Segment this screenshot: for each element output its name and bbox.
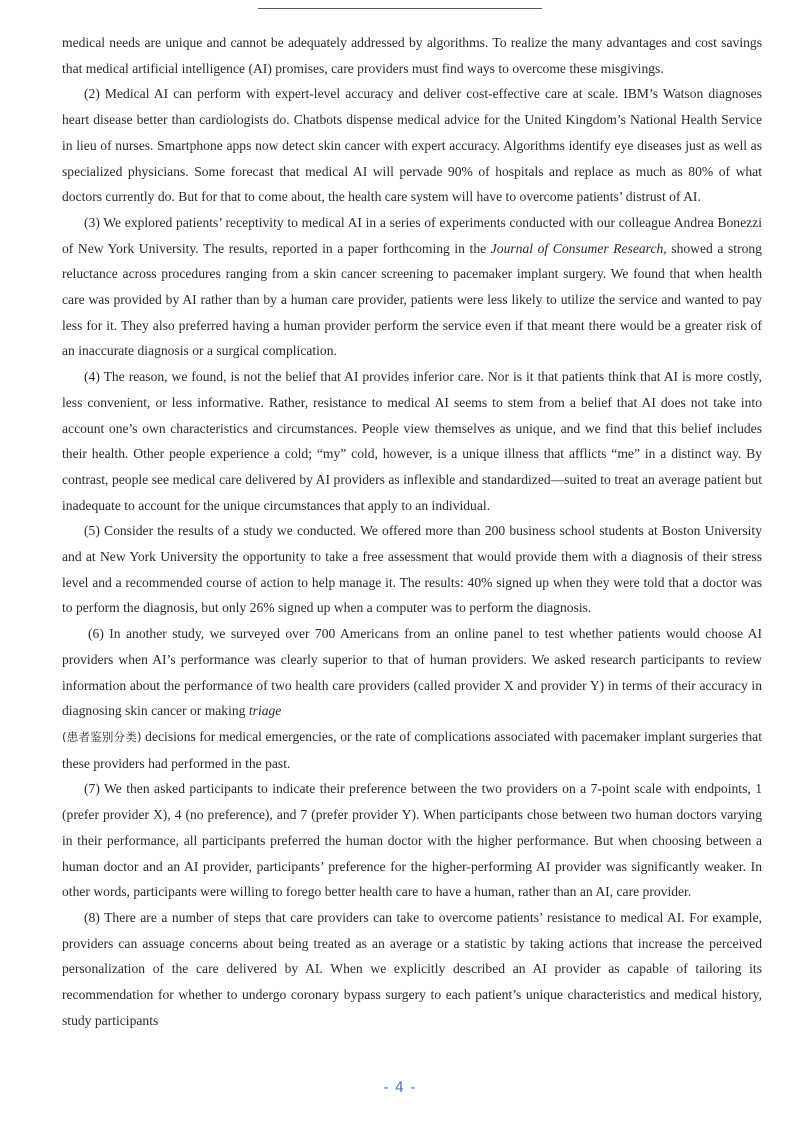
- paragraph-3-text-before: (3) We explored patients’ receptivity to medical AI in a series of experiments conducted with our colleague Andrea Bonezzi of New York University. The results, reported in a paper forthcoming in the: [62, 214, 762, 256]
- document-body: [62, 30, 762, 1033]
- paragraph-2: (2) Medical AI can perform with expert-level accuracy and deliver cost-effective care at scale. IBM’s Watson diagnoses heart disease better than cardiologists do. Chatbots dispense medical advice for the United Kingdom’s National Health Service in lieu of nurses. Smartphone apps now detect skin cancer with expert accuracy. Algorithms identify eye diseases just as well as specialized physicians. Some forecast that medical AI will pervade 90% of hospitals and replace as much as 80% of what doctors currently do. But for that to come about, the health care system will have to overcome patients’ distrust of AI.: [62, 86, 762, 205]
- paragraph-6-text-before: (6) In another study, we surveyed over 700 Americans from an online panel to test whether patients would choose AI providers when AI’s performance was clearly superior to that of human providers. We asked research participants to review information about the performance of two health care providers (called provider X and provider Y) in terms of their accuracy in diagnosing skin cancer or making: [62, 626, 762, 719]
- paragraph-continuation: medical needs are unique and cannot be adequately addressed by algorithms. To realize the many advantages and cost savings that medical artificial intelligence (AI) promises, care providers must find ways to overcome these misgivings.: [62, 35, 762, 76]
- paragraph-3-text-after: , showed a strong reluctance across procedures ranging from a skin cancer screening to pacemaker implant surgery. We found that when health care was provided by AI rather than by a human care provider, patients were less likely to utilize the service and wanted to pay less for it. They also preferred having a human provider perform the service even if that meant there would be a greater risk of an inaccurate diagnosis or a surgical complication.: [62, 240, 762, 359]
- paragraph-6-text-after: decisions for medical emergencies, or the rate of complications associated with pacemaker implant surgeries that these providers had performed in the past.: [62, 728, 762, 771]
- paragraph-4: (4) The reason, we found, is not the belief that AI provides inferior care. Nor is it that patients think that AI is more costly, less convenient, or less informative. Rather, resistance to medical AI seems to stem from a belief that AI does not take into account one’s own characteristics and circumstances. People view themselves as unique, and we find that this belief includes their health. Other people experience a cold; “my” cold, however, is a unique illness that afflicts “me” in a distinct way. By contrast, people see medical care delivered by AI providers as inflexible and standardized—suited to treat an average patient but inadequate to account for the unique circumstances that apply to an individual.: [62, 369, 762, 513]
- page-number: - 4 -: [383, 1080, 417, 1096]
- triage-gloss: (患者鉴别分类): [62, 729, 142, 744]
- paragraph-5: (5) Consider the results of a study we conducted. We offered more than 200 business school students at Boston University and at New York University the opportunity to take a free assessment that would provide them with a diagnosis of their stress level and a recommended course of action to help manage it. The results: 40% signed up when they were told that a doctor was to perform the diagnosis, but only 26% signed up when a computer was to perform the diagnosis.: [62, 523, 762, 616]
- paragraph-6: [62, 621, 762, 776]
- journal-title: Journal of Consumer Research: [490, 240, 664, 256]
- paragraph-7: (7) We then asked participants to indicate their preference between the two providers on a 7-point scale with endpoints, 1 (prefer provider X), 4 (no preference), and 7 (prefer provider Y). When participants chose between two human doctors varying in their performance, all participants preferred the human doctor with the higher performance. But when choosing between a human doctor and an AI provider, participants’ preference for the higher-performing AI provider was significantly weaker. In other words, participants were willing to forego better health care to have a human, rather than an AI, care provider.: [62, 781, 762, 900]
- paragraph-3: [62, 210, 762, 364]
- header-rule: [258, 8, 542, 9]
- triage-term: triage: [248, 703, 282, 719]
- paragraph-8: (8) There are a number of steps that care providers can take to overcome patients’ resistance to medical AI. For example, providers can assuage concerns about being treated as an average or a statistic by taking actions that increase the perceived personalization of the care delivered by AI. When we explicitly described an AI provider as capable of tailoring its recommendation for whether to undergo coronary bypass surgery to each patient’s unique characteristics and medical history, study participants: [62, 909, 762, 1028]
